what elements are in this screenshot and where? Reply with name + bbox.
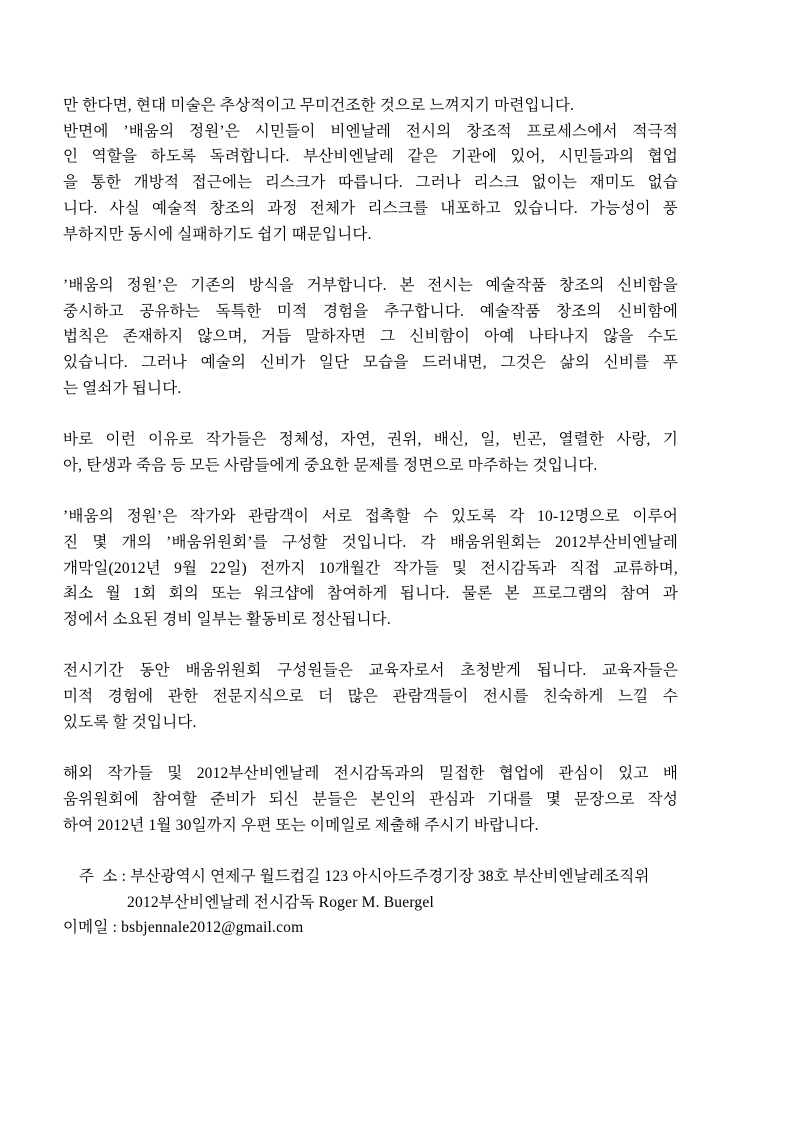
text-line: 는 열쇠가 됩니다. [63,379,182,397]
text-line: 해외 작가들 및 2012부산비엔날레 전시감독과의 밀접한 협업에 관심이 있고 배 [63,765,678,783]
text-line: 미적 경험에 관한 전문지식으로 더 많은 관람객들이 전시를 친숙하게 느낄 수 [63,688,678,706]
paragraph-intro [63,93,678,247]
text-line: ’배움의 정원’은 작가와 관람객이 서로 접촉할 수 있도록 각 10-12명으로 이루어 [63,508,678,526]
paragraph-educators [63,658,678,735]
text-line: 정에서 소요된 경비 일부는 활동비로 정산됩니다. [63,611,391,629]
text-line: 중시하고 공유하는 독특한 미적 경험을 추구합니다. 예술작품 창조의 신비함에 [63,302,678,320]
text-line: 있도록 할 것입니다. [63,713,197,731]
text-line: 법칙은 존재하지 않으며, 거듭 말하자면 그 신비함이 아예 나타나지 않을 수도 [63,328,678,346]
text-line: 을 통한 개방적 접근에는 리스크가 따릅니다. 그러나 리스크 없이는 재미도 없습 [63,174,678,192]
text-line: 부하지만 동시에 실패하기도 쉽기 때문입니다. [63,225,372,243]
text-line: 진 몇 개의 ’배움위원회’를 구성할 것입니다. 각 배움위원회는 2012부산비엔날레 [63,533,678,551]
text-line: 전시기간 동안 배움위원회 구성원들은 교육자로서 초청받게 됩니다. 교육자들은 [63,662,678,680]
paragraph-themes [63,427,678,478]
text-line: 아, 탄생과 죽음 등 모든 사람들에게 중요한 문제를 정면으로 마주하는 것입니다. [63,456,598,474]
text-line: ’배움의 정원’은 기존의 방식을 거부합니다. 본 전시는 예술작품 창조의 신비함을 [63,276,678,294]
paragraph-learning-council [63,504,678,633]
text-line: 최소 월 1회 회의 또는 워크샵에 참여하게 됩니다. 물론 본 프로그램의 참여 과 [63,585,678,603]
director-line: 2012부산비엔날레 전시감독 Roger M. Buergel [127,893,434,911]
text-line: 있습니다. 그러나 예술의 신비가 일단 모습을 드러내면, 그것은 삶의 신비를 푸 [63,354,678,372]
paragraph-mystery-of-art [63,273,678,402]
text-line: 인 역할을 하도록 독려합니다. 부산비엔날레 같은 기관에 있어, 시민들과의 협업 [63,148,678,166]
contact-block [63,864,678,941]
email-line: 이메일 : bsbjennale2012@gmail.com [63,919,304,937]
paragraph-application [63,761,678,838]
text-line: 만 한다면, 현대 미술은 추상적이고 무미건조한 것으로 느껴지기 마련입니다. [63,97,575,114]
text-line: 개막일(2012년 9월 22일) 전까지 10개월간 작가들 및 전시감독과 직접 교류하며, [63,559,678,577]
text-line: 바로 이런 이유로 작가들은 정체성, 자연, 권위, 배신, 일, 빈곤, 열렬한 사랑, 기 [63,431,678,449]
text-line: 하여 2012년 1월 30일까지 우편 또는 이메일로 제출해 주시기 바랍니다. [63,816,539,834]
document-page [63,93,678,941]
text-line: 니다. 사실 예술적 창조의 과정 전체가 리스크를 내포하고 있습니다. 가능성이 풍 [63,199,678,217]
text-line: 반면에 ’배움의 정원’은 시민들이 비엔날레 전시의 창조적 프로세스에서 적극적 [63,122,678,140]
address-line: 주 소 : 부산광역시 연제구 월드컵길 123 아시아드주경기장 38호 부산비엔날레조직위 [79,868,650,885]
text-line: 움위원회에 참여할 준비가 되신 분들은 본인의 관심과 기대를 몇 문장으로 작성 [63,790,678,808]
